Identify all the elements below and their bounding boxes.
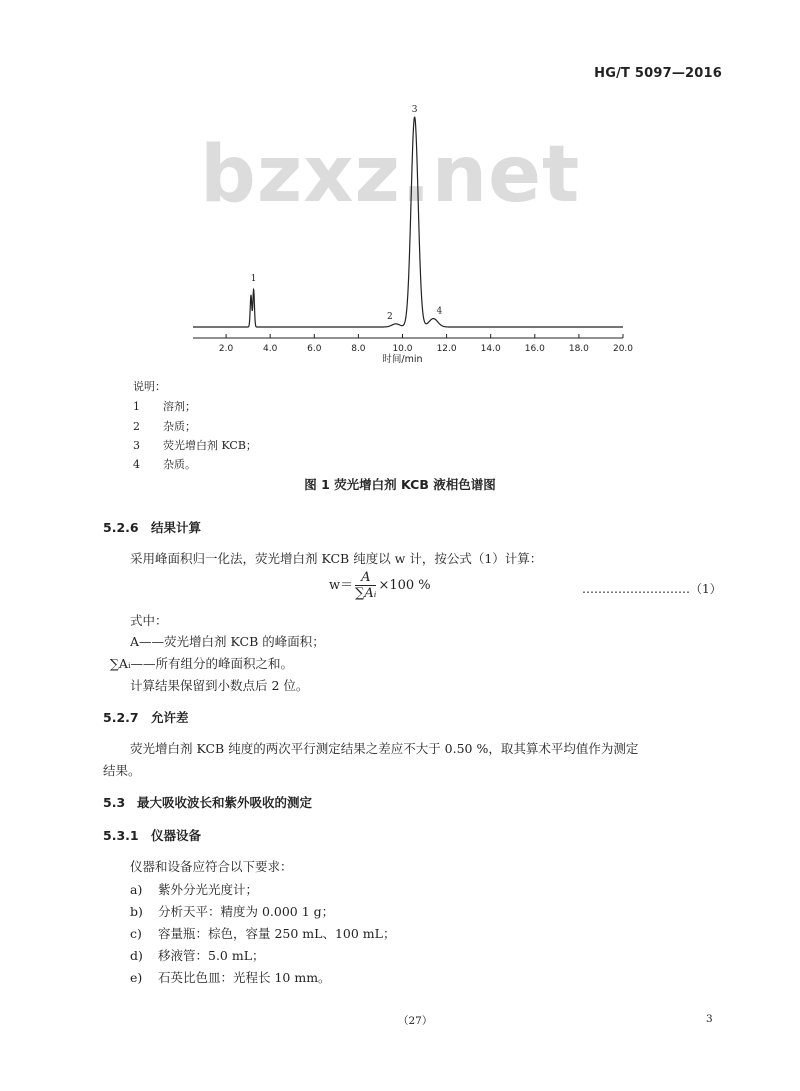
footer-sequence-number: （27） (398, 1015, 433, 1027)
watermark: bzxz.net (200, 130, 581, 220)
paragraph: 计算结果保留到小数点后 2 位。 (130, 678, 309, 693)
list-item (130, 968, 331, 986)
formula-lhs: w＝ (329, 578, 354, 593)
section-number: 5.3.1 (103, 828, 139, 843)
figure-caption: 图 1 荧光增白剂 KCB 液相色谱图 (304, 477, 496, 492)
peak-label: 1 (250, 274, 257, 285)
page-number: 3 (706, 1013, 713, 1025)
x-tick-label: 10.0 (392, 344, 413, 354)
peak-label: 2 (387, 311, 393, 322)
section-heading-5-3 (103, 793, 312, 811)
list-item (130, 946, 265, 964)
section-title: 最大吸收波长和紫外吸收的测定 (137, 795, 313, 810)
legend-item-number: 3 (133, 439, 140, 452)
legend-item-number: 1 (133, 400, 140, 413)
section-title: 允许差 (151, 710, 189, 725)
list-text: 容量瓶：棕色，容量 250 mL、100 mL； (158, 926, 396, 941)
standard-code-header: HG/T 5097—2016 (594, 66, 722, 81)
where-label: 式中： (130, 613, 168, 628)
chromatogram-trace (193, 117, 623, 327)
list-text: 移液管：5.0 mL； (158, 948, 265, 963)
paragraph: 采用峰面积归一化法，荧光增白剂 KCB 纯度以 w 计，按公式（1）计算： (130, 551, 543, 566)
x-tick-label: 14.0 (480, 344, 501, 354)
legend-item (133, 437, 257, 453)
list-item (130, 880, 258, 898)
legend-item-number: 4 (133, 458, 140, 471)
legend-item-text: 杂质； (163, 420, 196, 433)
section-number: 5.3 (103, 795, 126, 810)
legend-item (133, 398, 196, 414)
x-tick-label: 16.0 (524, 344, 545, 354)
section-heading-5-2-7 (103, 708, 189, 726)
section-heading-5-2-6 (103, 518, 201, 536)
legend-title: 说明： (133, 380, 166, 393)
list-text: 紫外分光光度计； (158, 882, 259, 897)
x-tick-label: 4.0 (263, 344, 278, 354)
legend-item-number: 2 (133, 420, 140, 433)
variable-definition: ∑Aᵢ——所有组分的峰面积之和。 (110, 656, 293, 671)
paragraph: 仪器和设备应符合以下要求： (130, 859, 293, 874)
formula-rhs: ×100 % (378, 578, 431, 593)
legend-item-text: 溶剂； (163, 400, 196, 413)
section-number: 5.2.6 (103, 520, 139, 535)
formula-denominator: ∑Aᵢ (355, 586, 377, 601)
section-title: 仪器设备 (151, 828, 202, 843)
list-label: a) (130, 882, 143, 897)
list-item (130, 924, 395, 942)
formula-fraction (355, 570, 376, 601)
list-label: c) (130, 926, 142, 941)
list-label: b) (130, 904, 143, 919)
variable-definition: A——荧光增白剂 KCB 的峰面积； (130, 634, 325, 649)
list-item (130, 902, 334, 920)
peak-label: 3 (411, 104, 418, 115)
list-text: 石英比色皿：光程长 10 mm。 (158, 970, 331, 985)
paragraph: 荧光增白剂 KCB 纯度的两次平行测定结果之差应不大于 0.50 %，取其算术平均值作为测定 (130, 741, 639, 756)
list-label: d) (130, 948, 143, 963)
list-label: e) (130, 970, 143, 985)
section-number: 5.2.7 (103, 710, 139, 725)
x-tick-label: 8.0 (351, 344, 366, 354)
section-heading-5-3-1 (103, 826, 201, 844)
x-tick-label: 2.0 (218, 344, 234, 354)
legend-item-text: 杂质。 (163, 458, 196, 471)
legend-item-text: 荧光增白剂 KCB； (163, 439, 257, 452)
x-tick-label: 6.0 (307, 344, 322, 354)
chromatogram-chart (190, 104, 634, 367)
peak-label: 4 (436, 306, 443, 317)
paragraph: 结果。 (103, 763, 141, 778)
formula-number: ………………………（1） (582, 582, 722, 596)
x-tick-label: 12.0 (436, 344, 457, 354)
list-text: 分析天平：精度为 0.000 1 g； (158, 904, 335, 919)
legend-item (133, 456, 196, 472)
x-tick-label: 20.0 (612, 344, 634, 354)
formula-numerator: A (355, 570, 376, 586)
x-axis-label: 时间/min (382, 354, 423, 365)
formula (329, 570, 431, 601)
legend-item (133, 418, 196, 434)
section-title: 结果计算 (151, 520, 202, 535)
x-tick-label: 18.0 (568, 344, 589, 354)
